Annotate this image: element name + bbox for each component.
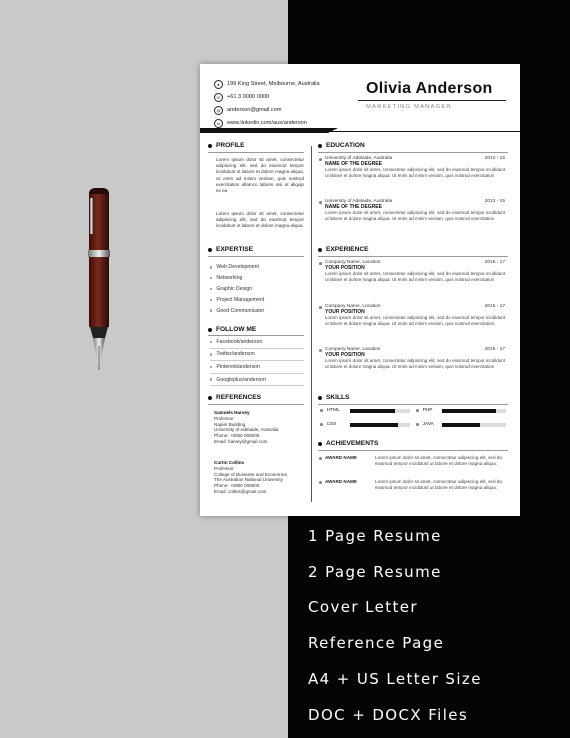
header-rule xyxy=(328,131,520,132)
section-rule xyxy=(318,152,508,153)
skill-bar-html xyxy=(350,409,410,413)
skill-java: JAVA xyxy=(416,422,434,427)
section-rule xyxy=(318,256,508,257)
header-black-bar xyxy=(200,128,328,133)
social-link[interactable]: Pinterest/anderson xyxy=(210,361,304,374)
feature-file-formats: DOC + DOCX Files xyxy=(308,706,469,724)
contact-block xyxy=(214,78,320,130)
education-entry: University of Adelaide, Australia 2012 - 15 NAME OF THE DEGREE Lorem ipsum dolor sit amet, consectetur adipiscing elit, sed do eiusmod tempor incididunt ut labore et dolore magna aliqua. Ut enim ad minim veniam, quis nostrud exercitation xyxy=(325,199,505,221)
entry-bullet-icon xyxy=(319,349,322,352)
section-rule xyxy=(208,256,304,257)
entry-bullet-icon xyxy=(319,306,322,309)
contact-phone: +61 3 0000 0000 xyxy=(227,94,270,100)
contact-email: anderson@gmail.com xyxy=(227,107,282,113)
skill-fill xyxy=(350,409,395,413)
list-item: Good Communicator xyxy=(210,305,264,316)
feature-paper-sizes: A4 + US Letter Size xyxy=(308,670,482,688)
skill-fill xyxy=(350,423,398,427)
section-achievements: ACHIEVEMENTS xyxy=(318,440,378,447)
social-link[interactable]: Twitter/anderson xyxy=(210,349,304,362)
feature-1-page-resume: 1 Page Resume xyxy=(308,527,442,545)
section-experience: EXPERIENCE xyxy=(318,246,369,253)
feature-reference-page: Reference Page xyxy=(308,634,445,652)
skill-php: PHP xyxy=(416,408,432,413)
bullet-icon xyxy=(318,442,322,446)
location-icon: ● xyxy=(214,80,223,89)
profile-paragraph-1: Lorem ipsum dolor sit amet, consectetur adipiscing elit, sed do eiusmod tempor incididunt ut labore et dolore magna aliqua. Ut enim ad minim veniam, quis nostrud exercitation ullamco laboris nisi ut aliquip ex ea xyxy=(216,157,304,194)
experience-entry: Company Name, Location 2015 - 17 YOUR POSITION Lorem ipsum dolor sit amet, consectetur adipiscing elit, sed do eiusmod tempor incididunt ut labore et dolore magna aliqua. Ut enim ad minim veniam, quis nostrud exercitation xyxy=(325,260,505,282)
contact-address: 199 King Street, Melbourne, Australia xyxy=(227,81,320,87)
experience-entry: Company Name, Location 2015 - 17 YOUR POSITION Lorem ipsum dolor sit amet, consectetur adipiscing elit, sed do eiusmod tempor incididunt ut labore et dolore magna aliqua. Ut enim ad minim veniam, quis nostrud exercitation xyxy=(325,304,505,326)
resume-job-title: MARKETING MANAGER xyxy=(366,104,452,110)
square-bullet-icon xyxy=(210,277,212,279)
profile-paragraph-2: Lorem ipsum dolor sit amet, consectetur adipiscing elit, sed do eiusmod tempor incididunt ut labore et dolore magna aliqua. xyxy=(216,211,304,229)
section-rule xyxy=(318,404,508,405)
reference-item: Curtin Collins Professor College of Business and Economics The Australian National University Phone: +0000 000000 Email: collins@gmail.com xyxy=(214,460,288,494)
section-rule xyxy=(318,450,508,451)
list-item: Project Management xyxy=(210,294,264,305)
entry-bullet-icon xyxy=(319,262,322,265)
bullet-icon xyxy=(318,144,322,148)
skill-bullet-icon xyxy=(416,409,419,412)
feature-2-page-resume: 2 Page Resume xyxy=(308,563,442,581)
square-bullet-icon xyxy=(210,288,212,290)
skill-bar-java xyxy=(442,423,506,427)
bullet-icon xyxy=(318,248,322,252)
contact-linkedin: www.linkedin.com/aus/anderson xyxy=(227,120,307,126)
bullet-icon xyxy=(318,396,322,400)
experience-entry: Company Name, Location 2015 - 17 YOUR POSITION Lorem ipsum dolor sit amet, consectetur adipiscing elit, sed do eiusmod tempor incididunt ut labore et dolore magna aliqua. Ut enim ad minim veniam, quis nostrud exercitation xyxy=(325,347,505,369)
fountain-pen-icon xyxy=(84,186,114,376)
resume-name: Olivia Anderson xyxy=(366,80,493,97)
resume-preview xyxy=(200,64,520,516)
skill-bar-css xyxy=(350,423,410,427)
feature-cover-letter: Cover Letter xyxy=(308,598,418,616)
square-bullet-icon xyxy=(210,266,212,268)
square-bullet-icon xyxy=(210,353,212,355)
achievement-item: AWARD NAME Lorem ipsum dolor sit amet, consectetur adipiscing elit, sed do eiusmod tempor incididunt ut labore et dolore magna aliqua. xyxy=(325,479,502,490)
square-bullet-icon xyxy=(210,309,212,311)
section-profile: PROFILE xyxy=(208,142,245,149)
entry-bullet-icon xyxy=(319,201,322,204)
bullet-icon xyxy=(208,248,212,252)
entry-bullet-icon xyxy=(319,158,322,161)
skill-bullet-icon xyxy=(416,423,419,426)
entry-bullet-icon xyxy=(319,481,322,484)
follow-list xyxy=(210,336,304,386)
social-link[interactable]: Facebook/anderson xyxy=(210,336,304,349)
skill-fill xyxy=(442,423,480,427)
square-bullet-icon xyxy=(210,341,212,343)
skill-bullet-icon xyxy=(320,409,323,412)
email-icon: @ xyxy=(214,106,223,115)
skill-bar-php xyxy=(442,409,506,413)
linkedin-icon: in xyxy=(214,119,223,128)
list-item: Web Development xyxy=(210,262,264,273)
section-follow: FOLLOW ME xyxy=(208,326,256,333)
skill-html: HTML xyxy=(320,408,340,413)
header-divider xyxy=(358,100,506,101)
section-education: EDUCATION xyxy=(318,142,365,149)
expertise-list xyxy=(210,262,264,316)
skill-fill xyxy=(442,409,496,413)
square-bullet-icon xyxy=(210,366,212,368)
skill-css: CSS xyxy=(320,422,336,427)
resume-header xyxy=(200,64,520,134)
bullet-icon xyxy=(208,396,212,400)
education-entry: University of Adelaide, Australia 2012 - 15 NAME OF THE DEGREE Lorem ipsum dolor sit amet, consectetur adipiscing elit, sed do eiusmod tempor incididunt ut labore et dolore magna aliqua. Ut enim ad minim veniam, quis nostrud exercitation xyxy=(325,156,505,178)
section-skills: SKILLS xyxy=(318,394,349,401)
entry-bullet-icon xyxy=(319,457,322,460)
list-item: Graphic Design xyxy=(210,284,264,295)
section-rule xyxy=(208,404,304,405)
reference-item: Samuels Harvey Professor Napier Building University of Adelaide, Australia Phone: +0000 000000 Email: harvey@gmail.com xyxy=(214,410,279,444)
list-item: Networking xyxy=(210,273,264,284)
square-bullet-icon xyxy=(210,299,212,301)
social-link[interactable]: Googleplus/anderson xyxy=(210,374,304,387)
achievement-item: AWARD NAME Lorem ipsum dolor sit amet, consectetur adipiscing elit, sed do eiusmod tempor incididunt ut labore et dolore magna aliqua. xyxy=(325,455,502,466)
bullet-icon xyxy=(208,328,212,332)
phone-icon: ☏ xyxy=(215,95,221,100)
skill-bullet-icon xyxy=(320,423,323,426)
section-rule xyxy=(208,152,304,153)
section-references: REFERENCES xyxy=(208,394,261,401)
section-expertise: EXPERTISE xyxy=(208,246,253,253)
bullet-icon xyxy=(208,144,212,148)
column-divider xyxy=(311,146,312,502)
square-bullet-icon xyxy=(210,378,212,380)
